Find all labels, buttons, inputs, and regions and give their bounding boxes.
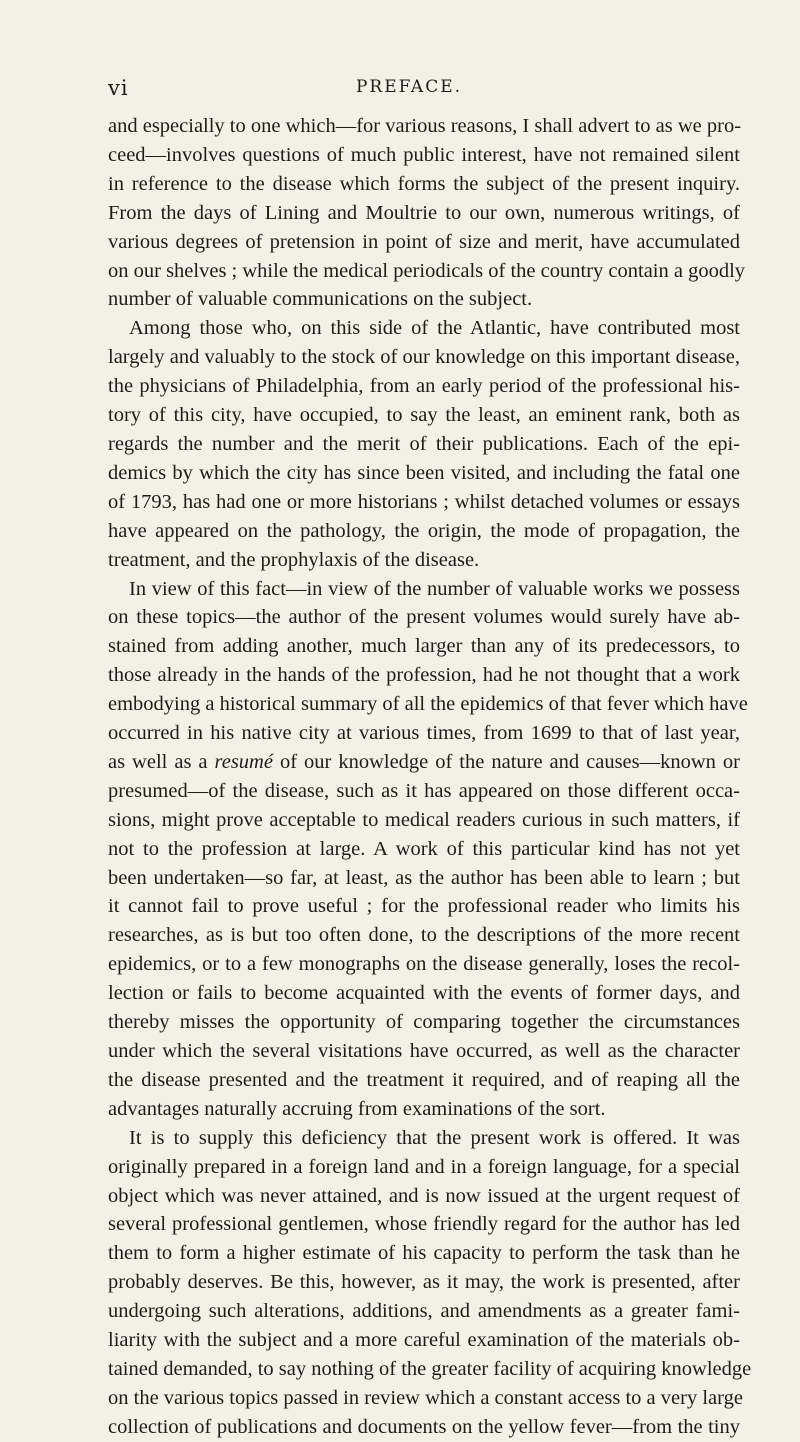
text-line: thereby misses the opportunity of comparing together the circumstances xyxy=(108,1011,740,1034)
paragraph xyxy=(108,1124,752,1442)
text-line: stained from adding another, much larger than any of its predecessors, to xyxy=(108,635,740,658)
text-line: sions, might prove acceptable to medical readers curious in such matters, if xyxy=(108,808,740,831)
text-line: under which the several visitations have occurred, as well as the character xyxy=(108,1040,740,1062)
text-line: object which was never attained, and is now issued at the urgent request of xyxy=(108,1184,740,1207)
page-number: vi xyxy=(108,76,129,100)
text-line: In view of this fact—in view of the number of valuable works we possess xyxy=(129,577,740,600)
text-line: been undertaken—so far, at least, as the author has been able to learn ; but xyxy=(108,866,740,889)
text-line: have appeared on the pathology, the origin, the mode of propagation, the xyxy=(108,519,740,542)
text-line: the disease presented and the treatment it required, and of reaping all the xyxy=(108,1068,740,1091)
text-line: researches, as is but too often done, to the descriptions of the more recent xyxy=(108,924,740,947)
text-line: of 1793, has had one or more historians ; whilst detached volumes or essays xyxy=(108,490,740,513)
text-segment: as well as a xyxy=(108,750,215,773)
text-line: regards the number and the merit of their publications. Each of the epi- xyxy=(108,432,740,455)
text-line: several professional gentlemen, whose friendly regard for the author has led xyxy=(108,1213,740,1236)
text-line: on the various topics passed in review which a constant access to a very large xyxy=(108,1386,743,1409)
text-line: on these topics—the author of the present volumes would surely have ab- xyxy=(108,606,740,629)
text-line: in reference to the disease which forms the subject of the present inquiry. xyxy=(108,172,740,195)
preface-body-text xyxy=(108,112,752,1442)
text-line: undergoing such alterations, additions, and amendments as a greater fami- xyxy=(108,1300,740,1323)
text-line: not to the profession at large. A work of this particular kind has not yet xyxy=(108,837,740,860)
paragraph xyxy=(108,314,740,574)
text-line: Among those who, on this side of the Atlantic, have contributed most xyxy=(129,317,740,340)
text-line: collection of publications and documents on the yellow fever—from the tiny xyxy=(108,1415,740,1438)
text-line: originally prepared in a foreign land and in a foreign language, for a special xyxy=(108,1155,740,1178)
text-line: lection or fails to become acquainted with the events of former days, and xyxy=(108,982,740,1005)
text-line xyxy=(108,748,740,777)
text-line: tained demanded, to say nothing of the greater facility of acquiring knowledge xyxy=(108,1357,752,1380)
text-line: From the days of Lining and Moultrie to our own, numerous writings, of xyxy=(108,201,740,224)
page-header xyxy=(108,76,730,102)
text-line: tory of this city, have occupied, to say the least, an eminent rank, both as xyxy=(108,404,740,427)
text-line: It is to supply this deficiency that the present work is offered. It was xyxy=(129,1126,740,1149)
text-line: liarity with the subject and a more careful examination of the materials ob- xyxy=(108,1329,740,1352)
text-line: embodying a historical summary of all the epidemics of that fever which have xyxy=(108,693,748,716)
text-line: them to form a higher estimate of his capacity to perform the task than he xyxy=(108,1242,740,1265)
text-segment: of our knowledge of the nature and causes—known or xyxy=(272,750,740,773)
running-head: PREFACE. xyxy=(355,77,463,97)
text-line: those already in the hands of the profession, had he not thought that a work xyxy=(108,664,740,687)
text-line: treatment, and the prophylaxis of the disease. xyxy=(108,548,480,571)
italic-term: resumé xyxy=(214,750,273,773)
text-line: advantages naturally accruing from examinations of the sort. xyxy=(108,1097,606,1120)
text-line: and especially to one which—for various reasons, I shall advert to as we pro- xyxy=(108,115,742,137)
text-line: on our shelves ; while the medical periodicals of the country contain a goodly xyxy=(108,259,746,282)
text-line: the physicians of Philadelphia, from an early period of the professional his- xyxy=(108,375,740,398)
text-line: various degrees of pretension in point of size and merit, have accumulated xyxy=(108,230,740,253)
text-line: it cannot fail to prove useful ; for the professional reader who limits his xyxy=(108,895,740,918)
text-line: largely and valuably to the stock of our knowledge on this important disease, xyxy=(108,346,740,369)
text-line: presumed—of the disease, such as it has appeared on those different occa- xyxy=(108,779,740,802)
text-line: probably deserves. Be this, however, as it may, the work is presented, after xyxy=(108,1271,740,1294)
text-line: number of valuable communications on the subject. xyxy=(108,288,533,311)
text-line: demics by which the city has since been visited, and including the fatal one xyxy=(108,461,740,484)
text-line: epidemics, or to a few monographs on the disease generally, loses the recol- xyxy=(108,953,740,976)
paragraph xyxy=(108,112,746,314)
text-line: occurred in his native city at various times, from 1699 to that of last year, xyxy=(108,722,740,745)
paragraph xyxy=(108,575,748,1124)
text-line: ceed—involves questions of much public interest, have not remained silent xyxy=(108,143,740,166)
